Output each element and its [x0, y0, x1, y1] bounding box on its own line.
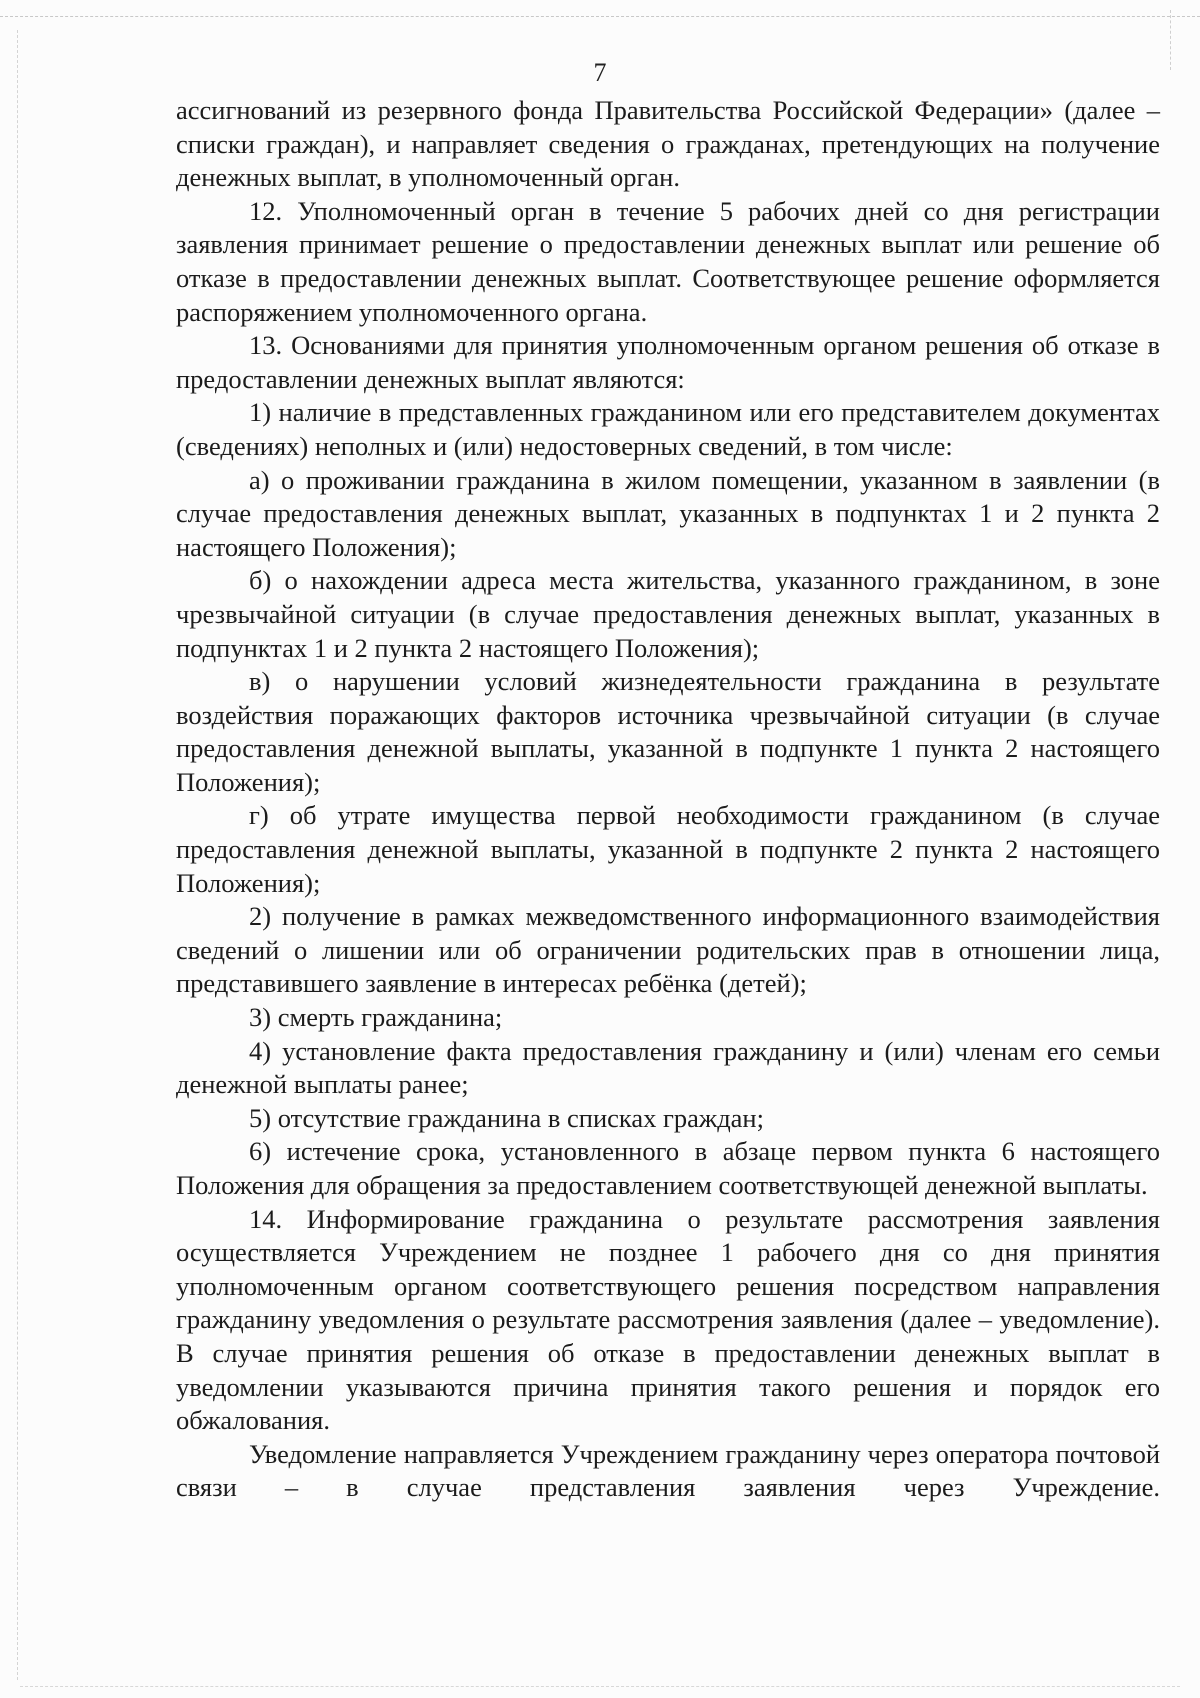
paragraph-subitem-3: 3) смерть гражданина;: [249, 1002, 503, 1033]
paragraph-subitem-6: 6) истечение срока, установленного в абзаце первом пункта 6 настоящего Положения для обращения за предоставлением соответствующей денежной выплаты.: [176, 1136, 1160, 1200]
paragraph-item-12: 12. Уполномоченный орган в течение 5 рабочих дней со дня регистрации заявления принимает решение о предоставлении денежных выплат или решение об отказе в предоставлении денежных выплат. Соответствующее решение оформляется распоряжением уполномоченного органа.: [176, 195, 1160, 327]
page-number: 7: [593, 58, 607, 87]
scan-edge-top: [0, 16, 1200, 17]
document-body: [176, 94, 1160, 1505]
paragraph-item-13: 13. Основаниями для принятия уполномоченным органом решения об отказе в предоставлении денежных выплат являются:: [176, 330, 1160, 394]
scan-edge-left: [17, 30, 18, 1680]
paragraph-subitem-5: 5) отсутствие гражданина в списках граждан;: [249, 1102, 764, 1133]
paragraph-notification: Уведомление направляется Учреждением гражданину через оператора почтовой связи – в случае представления заявления через Учреждение.: [176, 1438, 1160, 1503]
paragraph-subitem-b: б) о нахождении адреса места жительства, указанного гражданином, в зоне чрезвычайной ситуации (в случае предоставления денежных выплат, указанных в подпунктах 1 и 2 пункта 2 настоящего Положения);: [176, 565, 1160, 663]
paragraph-item-14: 14. Информирование гражданина о результате рассмотрения заявления осуществляется Учреждением не позднее 1 рабочего дня со дня принятия уполномоченным органом соответствующего решения посредством направления гражданину уведомления о результате рассмотрения заявления (далее – уведомление). В случае принятия решения об отказе в предоставлении денежных выплат в уведомлении указываются причина принятия такого решения и порядок его обжалования.: [176, 1203, 1160, 1436]
paragraph-subitem-2: 2) получение в рамках межведомственного информационного взаимодействия сведений о лишении или об ограничении родительских прав в отношении лица, представившего заявление в интересах ребёнка (детей);: [176, 901, 1160, 999]
paragraph-subitem-4: 4) установление факта предоставления гражданину и (или) членам его семьи денежной выплаты ранее;: [176, 1035, 1160, 1100]
paragraph-subitem-g: г) об утрате имущества первой необходимости гражданином (в случае предоставления денежной выплаты, указанной в подпункте 2 пункта 2 настоящего Положения);: [176, 800, 1160, 898]
paragraph-subitem-1: 1) наличие в представленных гражданином или его представителем документах (сведениях) неполных и (или) недостоверных сведений, в том числе:: [176, 397, 1160, 461]
paragraph-subitem-a: а) о проживании гражданина в жилом помещении, указанном в заявлении (в случае предоставления денежных выплат, указанных в подпунктах 1 и 2 пункта 2 настоящего Положения);: [176, 464, 1160, 562]
paragraph-subitem-v: в) о нарушении условий жизнедеятельности гражданина в результате воздействия поражающих факторов источника чрезвычайной ситуации (в случае предоставления денежной выплаты, указанной в подпункте 1 пункта 2 настоящего Положения);: [176, 666, 1160, 797]
scan-edge-bottom: [20, 1686, 1180, 1687]
paragraph-continuation: ассигнований из резервного фонда Правительства Российской Федерации» (далее – списки граждан), и направляет сведения о гражданах, претендующих на получение денежных выплат, в уполномоченный орган.: [176, 95, 1160, 193]
